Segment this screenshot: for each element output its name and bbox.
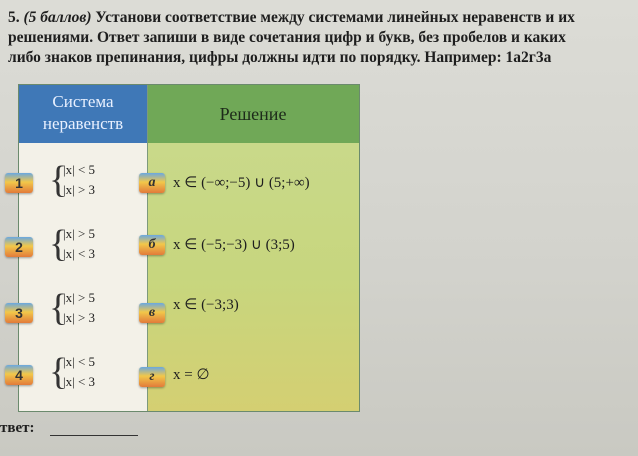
system-label-4: 4 xyxy=(5,365,33,385)
task-prompt xyxy=(8,8,638,68)
matching-table xyxy=(15,84,360,412)
solution-label-a: а xyxy=(139,173,165,193)
header-solutions: Решение xyxy=(147,85,359,143)
solution-v: x ∈ (−3;3) xyxy=(173,297,239,313)
brace-icon: { xyxy=(49,223,68,265)
system-3-eq2: |x| > 3 xyxy=(63,310,96,325)
system-2 xyxy=(49,225,139,265)
system-label-2: 2 xyxy=(5,237,33,257)
answer-label: твет: xyxy=(0,420,35,436)
solution-label-b: б xyxy=(139,235,165,255)
system-3 xyxy=(49,289,139,329)
system-4-eq2: |x| < 3 xyxy=(63,374,96,389)
system-2-eq2: |x| < 3 xyxy=(63,246,96,261)
solution-label-g: г xyxy=(139,367,165,387)
brace-icon: { xyxy=(49,287,68,329)
system-4-eq1: |x| < 5 xyxy=(63,354,96,369)
system-2-eq1: |x| > 5 xyxy=(63,226,96,241)
header-systems: Система неравенств xyxy=(19,85,147,143)
task-line-3: либо знаков препинания, цифры должны идти по порядку. Например: 1а2г3а xyxy=(8,49,552,66)
task-text-1: Установи соответствие между системами линейных неравенств и их xyxy=(95,9,575,26)
system-1 xyxy=(49,161,139,201)
system-label-3: 3 xyxy=(5,303,33,323)
brace-icon: { xyxy=(49,159,68,201)
solution-g: x = ∅ xyxy=(173,367,210,383)
task-line-2: решениями. Ответ запиши в виде сочетания цифр и букв, без пробелов и каких xyxy=(8,29,566,46)
task-number: 5. xyxy=(8,9,20,26)
system-1-eq2: |x| > 3 xyxy=(63,182,96,197)
system-1-eq1: |x| < 5 xyxy=(63,162,96,177)
solution-label-v: в xyxy=(139,303,165,323)
system-label-1: 1 xyxy=(5,173,33,193)
solution-b: x ∈ (−5;−3) ∪ (3;5) xyxy=(173,237,295,253)
system-3-eq1: |x| > 5 xyxy=(63,290,96,305)
answer-field[interactable] xyxy=(50,435,138,436)
solution-a: x ∈ (−∞;−5) ∪ (5;+∞) xyxy=(173,175,310,191)
system-4 xyxy=(49,353,139,393)
task-points: (5 баллов) xyxy=(23,9,92,26)
brace-icon: { xyxy=(49,351,68,393)
task-line-1 xyxy=(8,8,638,28)
